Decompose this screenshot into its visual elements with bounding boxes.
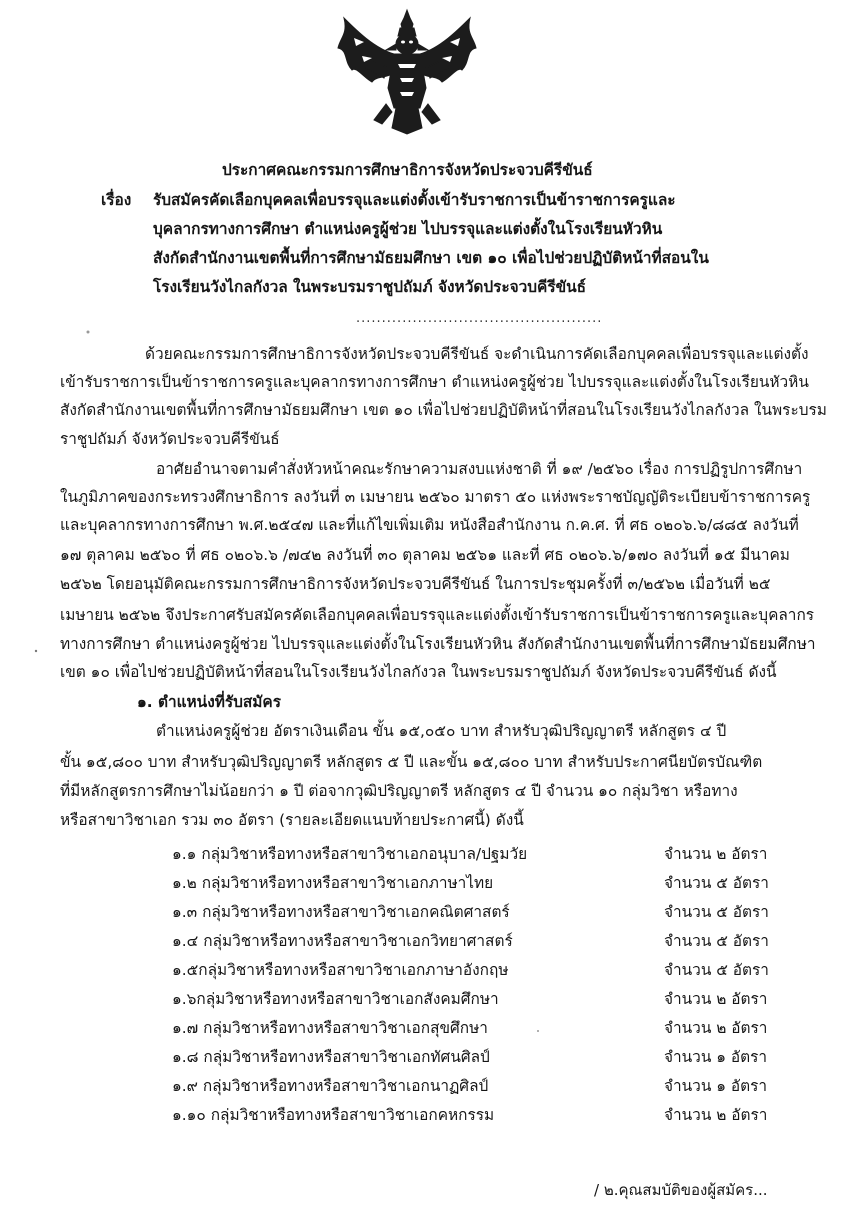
page-continuation: / ๒.คุณสมบัติของผู้สมัคร... (594, 1181, 768, 1199)
garuda-emblem-icon (334, 8, 480, 136)
paragraph-line: สังกัดสำนักงานเขตพื้นที่การศึกษามัธยมศึกษา เขต ๑๐ เพื่อไปช่วยปฏิบัติหน้าที่สอนในโรงเรียนวังไกลกังวล ในพระบรม (60, 401, 827, 419)
item-count: จำนวน ๒ อัตรา (664, 1106, 768, 1124)
paragraph-line: ๒๕๖๒ โดยอนุมัติคณะกรรมการศึกษาธิการจังหวัดประจวบคีรีขันธ์ ในการประชุมครั้งที่ ๓/๒๕๖๒ เมื่อวันที่ ๒๕ (60, 575, 771, 593)
list-item (172, 1017, 792, 1039)
section-line: ที่มีหลักสูตรการศึกษาไม่น้อยกว่า ๑ ปี ต่อจากวุฒิปริญญาตรี หลักสูตร ๔ ปี จำนวน ๑๐ กลุ่มวิชา หรือทาง (60, 782, 738, 800)
paragraph-line: เมษายน ๒๕๖๒ จึงประกาศรับสมัครคัดเลือกบุคคลเพื่อบรรจุและแต่งตั้งเข้ารับราชการเป็นข้าราชการครูและบุคลากร (60, 606, 815, 624)
item-count: จำนวน ๑ อัตรา (664, 1048, 768, 1066)
item-label: ๑.๙ กลุ่มวิชาหรือทางหรือสาขาวิชาเอกนาฏศิลป์ (172, 1077, 489, 1095)
subject-label: เรื่อง (101, 191, 132, 209)
item-label: ๑.๓ กลุ่มวิชาหรือทางหรือสาขาวิชาเอกคณิตศาสตร์ (172, 903, 510, 921)
paragraph-line: เขต ๑๐ เพื่อไปช่วยปฏิบัติหน้าที่สอนในโรงเรียนวังไกลกังวล ในพระบรมราชูปถัมภ์ จังหวัดประจวบคีรีขันธ์ ดังนี้ (60, 663, 777, 681)
item-count: จำนวน ๑ อัตรา (664, 1077, 768, 1095)
list-item (172, 901, 792, 923)
item-count: จำนวน ๒ อัตรา (664, 1019, 768, 1037)
list-item (172, 1046, 792, 1068)
list-item (172, 988, 792, 1010)
list-item (172, 959, 792, 981)
item-label: ๑.๖กลุ่มวิชาหรือทางหรือสาขาวิชาเอกสังคมศึกษา (172, 990, 499, 1008)
item-label: ๑.๑๐ กลุ่มวิชาหรือทางหรือสาขาวิชาเอกคหกรรม (172, 1106, 495, 1124)
section-line: ขั้น ๑๕,๘๐๐ บาท สำหรับวุฒิปริญญาตรี หลักสูตร ๕ ปี และขั้น ๑๕,๘๐๐ บาท สำหรับประกาศนียบัตรบัณฑิต (60, 753, 763, 771)
list-item (172, 843, 792, 865)
paragraph-line: ราชูปถัมภ์ จังหวัดประจวบคีรีขันธ์ (60, 430, 280, 448)
announcement-title: ประกาศคณะกรรมการศึกษาธิการจังหวัดประจวบคีรีขันธ์ (222, 161, 593, 179)
subject-line: โรงเรียนวังไกลกังวล ในพระบรมราชูปถัมภ์ จังหวัดประจวบคีรีขันธ์ (153, 278, 587, 296)
paragraph-line: อาศัยอำนาจตามคำสั่งหัวหน้าคณะรักษาความสงบแห่งชาติ ที่ ๑๙ /๒๕๖๐ เรื่อง การปฏิรูปการศึกษา (156, 460, 803, 478)
item-label: ๑.๒ กลุ่มวิชาหรือทางหรือสาขาวิชาเอกภาษาไทย (172, 874, 494, 892)
title-divider: ................................................ (356, 311, 603, 326)
item-count: จำนวน ๒ อัตรา (664, 990, 768, 1008)
item-label: ๑.๑ กลุ่มวิชาหรือทางหรือสาขาวิชาเอกอนุบาล/ปฐมวัย (172, 845, 528, 863)
paragraph-line: ทางการศึกษา ตำแหน่งครูผู้ช่วย ไปบรรจุและแต่งตั้งในโรงเรียนหัวหิน สังกัดสำนักงานเขตพื้นที่การศึกษามัธยมศึกษา (60, 635, 816, 653)
subject-line: สังกัดสำนักงานเขตพื้นที่การศึกษามัธยมศึกษา เขต ๑๐ เพื่อไปช่วยปฏิบัติหน้าที่สอนใน (153, 249, 709, 267)
item-label: ๑.๗ กลุ่มวิชาหรือทางหรือสาขาวิชาเอกสุขศึกษา (172, 1019, 488, 1037)
subject-line: บุคลากรทางการศึกษา ตำแหน่งครูผู้ช่วย ไปบรรจุและแต่งตั้งในโรงเรียนหัวหิน (153, 220, 663, 238)
item-count: จำนวน ๒ อัตรา (664, 845, 768, 863)
paragraph-line: ๑๗ ตุลาคม ๒๕๖๐ ที่ ศธ ๐๒๐๖.๖ /๗๔๒ ลงวันที่ ๓๐ ตุลาคม ๒๕๖๑ และที่ ศธ ๐๒๐๖.๖/๑๗๐ ลงวันที่ ๑๕ มีนาคม (60, 546, 790, 564)
subject-line: รับสมัครคัดเลือกบุคคลเพื่อบรรจุและแต่งตั้งเข้ารับราชการเป็นข้าราชการครูและ (153, 191, 676, 209)
item-count: จำนวน ๕ อัตรา (664, 932, 769, 950)
item-label: ๑.๘ กลุ่มวิชาหรือทางหรือสาขาวิชาเอกทัศนศิลป์ (172, 1048, 490, 1066)
list-item (172, 1104, 792, 1126)
section-line: หรือสาขาวิชาเอก รวม ๓๐ อัตรา (รายละเอียดแนบท้ายประกาศนี้) ดังนี้ (60, 811, 524, 829)
item-label: ๑.๕กลุ่มวิชาหรือทางหรือสาขาวิชาเอกภาษาอังกฤษ (172, 961, 509, 979)
paragraph-line: และบุคลากรทางการศึกษา พ.ศ.๒๕๔๗ และที่แก้ไขเพิ่มเติม หนังสือสำนักงาน ก.ค.ศ. ที่ ศธ ๐๒๐๖.๖/๘๘๕ ลงวันที่ (60, 516, 799, 534)
item-count: จำนวน ๕ อัตรา (664, 961, 769, 979)
paragraph-line: เข้ารับราชการเป็นข้าราชการครูและบุคลากรทางการศึกษา ตำแหน่งครูผู้ช่วย ไปบรรจุและแต่งตั้งในโรงเรียนหัวหิน (60, 373, 809, 391)
list-item (172, 872, 792, 894)
section-heading: ๑. ตำแหน่งที่รับสมัคร (137, 693, 281, 711)
paragraph-line: ด้วยคณะกรรมการศึกษาธิการจังหวัดประจวบคีรีขันธ์ จะดำเนินการคัดเลือกบุคคลเพื่อบรรจุและแต่งตั้ง (145, 345, 809, 363)
item-label: ๑.๔ กลุ่มวิชาหรือทางหรือสาขาวิชาเอกวิทยาศาสตร์ (172, 932, 513, 950)
list-item (172, 930, 792, 952)
section-line: ตำแหน่งครูผู้ช่วย อัตราเงินเดือน ขั้น ๑๕,๐๕๐ บาท สำหรับวุฒิปริญญาตรี หลักสูตร ๔ ปี (156, 722, 727, 740)
item-count: จำนวน ๕ อัตรา (664, 874, 769, 892)
item-count: จำนวน ๕ อัตรา (664, 903, 769, 921)
list-item (172, 1075, 792, 1097)
paragraph-line: ในภูมิภาคของกระทรวงศึกษาธิการ ลงวันที่ ๓ เมษายน ๒๕๖๐ มาตรา ๕๐ แห่งพระราชบัญญัติระเบียบข้าราชการครู (60, 488, 811, 506)
